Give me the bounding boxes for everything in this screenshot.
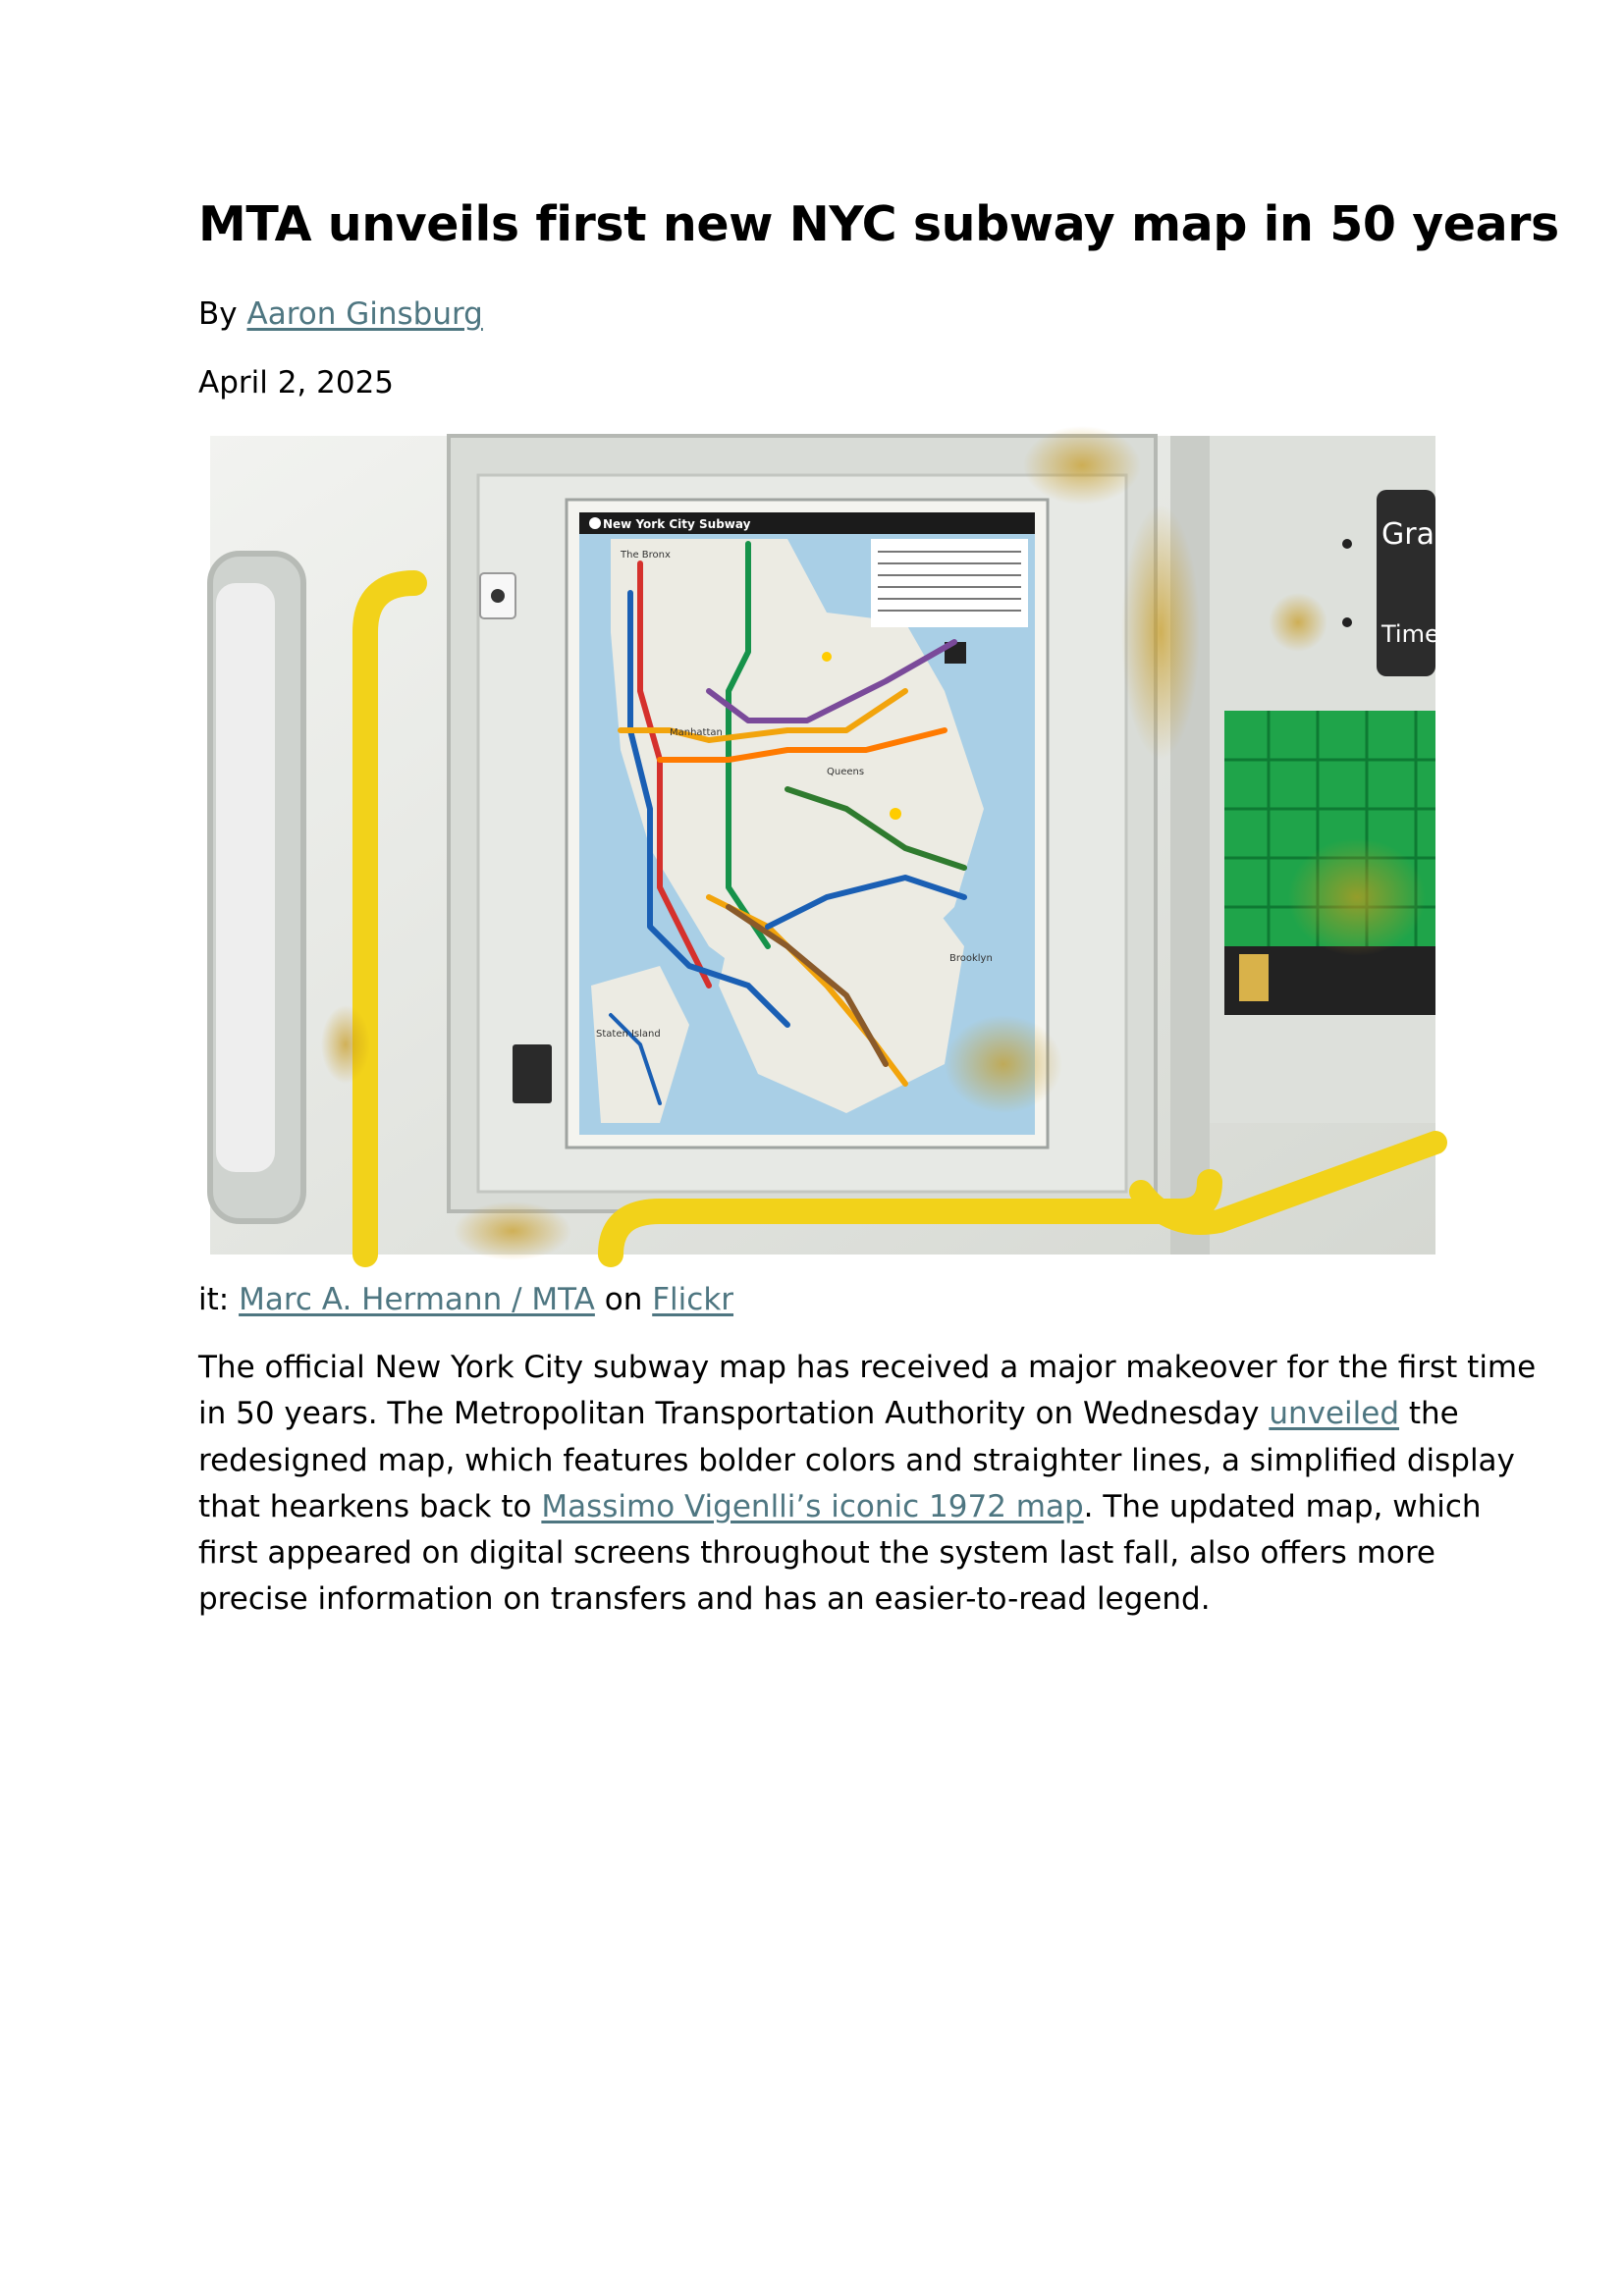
body-line <box>198 1484 1482 1530</box>
station-sign-line2: Time <box>1381 620 1439 648</box>
photo-caption <box>198 1282 733 1317</box>
unveiled-link[interactable]: unveiled <box>1269 1396 1400 1432</box>
caption-prefix: it: <box>198 1282 230 1317</box>
photo-credit-link[interactable]: Marc A. Hermann / MTA <box>239 1282 595 1317</box>
article-title: MTA unveils first new NYC subway map in 50 years <box>198 196 1559 252</box>
subway-map-photo <box>198 436 1453 1255</box>
body-text-run: that hearkens back to <box>198 1488 532 1524</box>
map-title: New York City Subway <box>603 517 751 531</box>
publish-date: April 2, 2025 <box>198 365 395 400</box>
byline-prefix: By <box>198 296 238 332</box>
article-body <box>198 1345 1537 1624</box>
body-line: The official New York City subway map has received a major makeover for the first time <box>198 1350 1537 1385</box>
map-label-staten-island: Staten Island <box>596 1029 661 1040</box>
caption-joiner: on <box>604 1282 643 1317</box>
body-line: redesigned map, which features bolder colors and straighter lines, a simplified display <box>198 1442 1515 1478</box>
map-label-manhattan: Manhattan <box>670 727 723 738</box>
body-line: first appeared on digital screens throughout the system last fall, also offers more <box>198 1535 1435 1572</box>
byline <box>198 296 483 332</box>
map-label-queens: Queens <box>827 767 865 777</box>
vignelli-map-link[interactable]: Massimo Vigenlli’s iconic 1972 map <box>541 1488 1084 1524</box>
photo-source-link[interactable]: Flickr <box>652 1282 734 1317</box>
body-line: precise information on transfers and has an easier-to-read legend. <box>198 1581 1211 1618</box>
body-text-run: . The updated map, which <box>1083 1488 1482 1524</box>
map-label-brooklyn: Brooklyn <box>949 953 993 964</box>
body-text-run: the <box>1408 1396 1459 1432</box>
map-label-bronx: The Bronx <box>621 550 671 561</box>
author-link[interactable]: Aaron Ginsburg <box>246 296 483 332</box>
station-sign-line1: Gran <box>1381 517 1453 552</box>
body-text-run: in 50 years. The Metropolitan Transportation Authority on Wednesday <box>198 1396 1260 1432</box>
body-line <box>198 1391 1459 1437</box>
